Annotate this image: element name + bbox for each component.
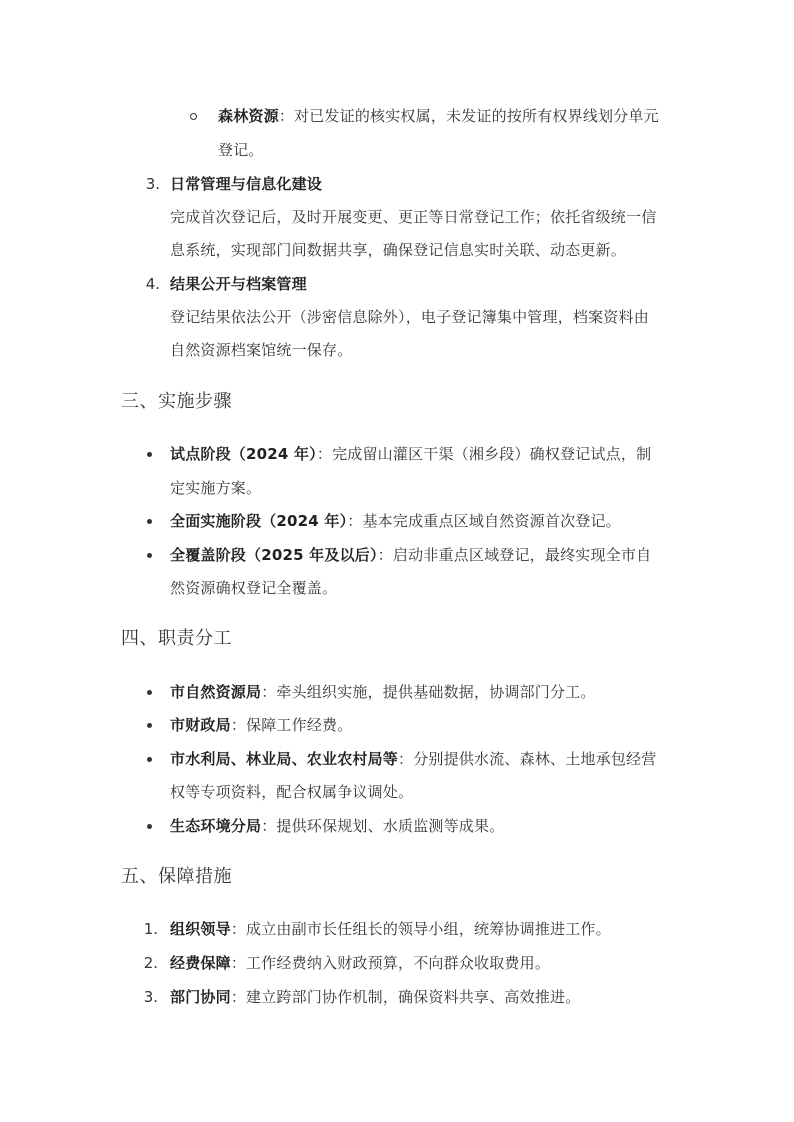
list-item: 全面实施阶段（2024 年）：基本完成重点区域自然资源首次登记。 (170, 512, 621, 530)
list-item-continuation: 权等专项资料，配合权属争议调处。 (170, 783, 414, 801)
item-body-line: 自然资源档案馆统一保存。 (170, 341, 353, 359)
list-item-continuation: 定实施方案。 (170, 479, 262, 497)
list-item-continuation: 然资源确权登记全覆盖。 (170, 579, 338, 597)
section-heading: 五、保障措施 (121, 866, 232, 887)
list-item: 市水利局、林业局、农业农村局等：分别提供水流、森林、土地承包经营 (170, 750, 657, 768)
list-number: 3. (145, 175, 160, 193)
list-item: 生态环境分局：提供环保规划、水质监测等成果。 (170, 817, 505, 835)
item-body-line: 登记结果依法公开（涉密信息除外），电子登记簿集中管理，档案资料由 (170, 308, 649, 326)
list-item: 试点阶段（2024 年）：完成留山灌区干渠（湘乡段）确权登记试点，制 (170, 445, 652, 463)
bullet-icon (147, 553, 152, 558)
bullet-icon (147, 757, 152, 762)
forest-term: 森林资源 (218, 107, 279, 125)
list-item: 组织领导：成立由副市长任组长的领导小组，统筹协调推进工作。 (170, 920, 611, 938)
forest-line-1: 森林资源：对已发证的核实权属，未发证的按所有权界线划分单元 (218, 107, 659, 125)
list-number: 2. (143, 954, 158, 972)
bullet-icon (147, 723, 152, 728)
list-item: 部门协同：建立跨部门协作机制，确保资料共享、高效推进。 (170, 988, 581, 1006)
item-title: 日常管理与信息化建设 (170, 175, 323, 193)
item-title: 结果公开与档案管理 (170, 275, 307, 293)
bullet-icon (147, 519, 152, 524)
section-heading: 三、实施步骤 (121, 391, 232, 412)
item-body-line: 完成首次登记后，及时开展变更、更正等日常登记工作；依托省级统一信 (170, 208, 657, 226)
bullet-icon (147, 452, 152, 457)
list-item: 全覆盖阶段（2025 年及以后）：启动非重点区域登记，最终实现全市自 (170, 546, 652, 564)
item-body-line: 息系统，实现部门间数据共享，确保登记信息实时关联、动态更新。 (170, 241, 627, 259)
bullet-icon (147, 824, 152, 829)
section-heading: 四、职责分工 (121, 628, 232, 649)
list-number: 4. (145, 275, 160, 293)
bullet-icon (147, 690, 152, 695)
list-item: 市自然资源局：牵头组织实施，提供基础数据，协调部门分工。 (170, 683, 596, 701)
list-number: 1. (143, 920, 158, 938)
forest-line-2: 登记。 (218, 141, 264, 159)
list-number: 3. (143, 988, 158, 1006)
list-item: 市财政局：保障工作经费。 (170, 716, 353, 734)
list-item: 经费保障：工作经费纳入财政预算，不向群众收取费用。 (170, 954, 551, 972)
forest-text: 对已发证的核实权属，未发证的按所有权界线划分单元 (294, 107, 659, 125)
hollow-bullet-icon (190, 113, 197, 120)
